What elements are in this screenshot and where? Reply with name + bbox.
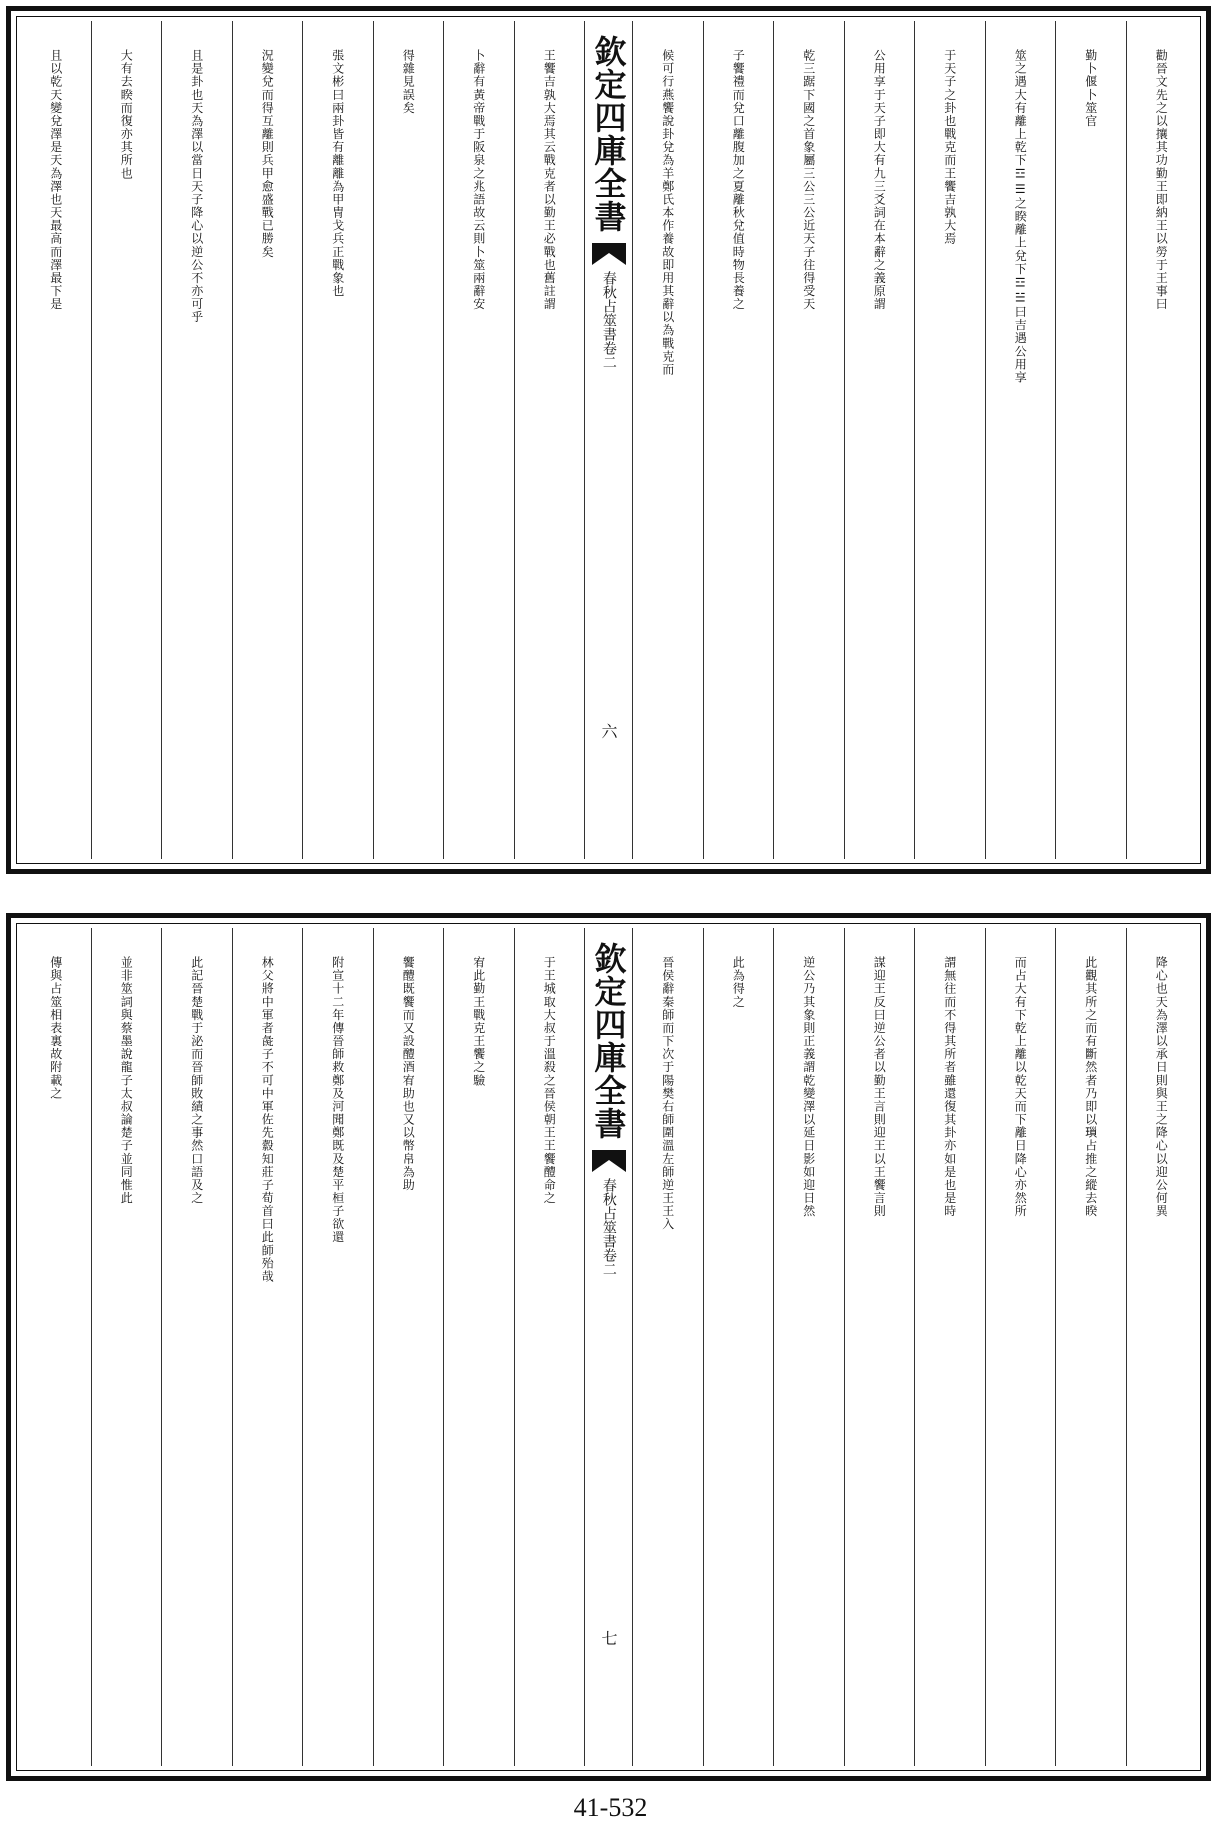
column-text: 況變兌而得互離則兵甲愈盛戰已勝矣 <box>260 49 275 259</box>
column-text: 且以乾天變兌澤是天為澤也天最高而澤最下是 <box>48 49 63 311</box>
column-text: 候可行燕饗說卦兌為羊鄭氏本作養故即用其辭以為戰克而 <box>660 49 675 376</box>
text-column <box>844 21 915 859</box>
page-gutter <box>584 928 632 1766</box>
column-text: 子饗禮而兌口離腹加之夏離秋兌值時物長養之 <box>731 49 746 311</box>
column-text: 公用享于天子即大有九三爻詞在本辭之義原謂 <box>872 49 887 311</box>
text-column <box>232 928 303 1766</box>
column-text: 謀迎王反曰逆公者以勤王言則迎王以王饗言則 <box>872 956 887 1218</box>
gutter-volume: 卷二 <box>600 341 617 369</box>
column-text: 而占大有下乾上離以乾天而下離日降心亦然所 <box>1013 956 1028 1218</box>
page-gutter <box>584 21 632 859</box>
column-text: 逆公乃其象則正義謂乾變澤以延日影如迎日然 <box>801 956 816 1218</box>
column-text: 勤卜偃卜筮官 <box>1083 49 1098 128</box>
column-text: 此為得之 <box>731 956 746 1009</box>
gutter-title: 欽定四庫全書 <box>589 35 628 233</box>
gutter-book-title: 春秋占筮書 <box>600 271 617 341</box>
column-text: 勸晉文先之以攘其功勤王即納王以勞于王事曰 <box>1154 49 1169 311</box>
text-column <box>1055 928 1126 1766</box>
text-column <box>514 928 585 1766</box>
text-column <box>703 21 774 859</box>
text-column <box>514 21 585 859</box>
text-column <box>1055 21 1126 859</box>
column-text: 並非筮詞與蔡墨說龍子太叔論楚子並同惟此 <box>119 956 134 1205</box>
text-column <box>914 21 985 859</box>
text-column <box>632 928 703 1766</box>
column-text: 饗醴既饗而又設醴酒宥助也又以幣帛為助 <box>401 956 416 1192</box>
gutter-book-title: 春秋占筮書 <box>600 1178 617 1248</box>
column-text: 筮之遇大有離上乾下☲☰之睽離上兌下☲☱曰吉遇公用享 <box>1013 49 1028 384</box>
column-text: 張文彬曰兩卦皆有離離為甲冑戈兵正戰象也 <box>330 49 345 298</box>
top-page-columns <box>21 21 1196 859</box>
column-text: 林父將中軍者彘子不可中軍佐先縠知莊子荀首曰此師殆哉 <box>260 956 275 1283</box>
gutter-title: 欽定四庫全書 <box>589 942 628 1140</box>
text-column <box>21 928 91 1766</box>
text-column <box>773 21 844 859</box>
column-text: 于天子之卦也戰克而王饗吉孰大焉 <box>942 49 957 246</box>
text-column <box>773 928 844 1766</box>
column-text: 此觀其所之而有斷然者乃即以𤨏占推之縱去睽 <box>1083 956 1098 1218</box>
gutter-page-number: 七 <box>599 1630 618 1646</box>
text-column <box>373 928 444 1766</box>
bottom-page-frame <box>6 913 1211 1781</box>
gutter-volume: 卷二 <box>600 1248 617 1276</box>
text-column <box>91 21 162 859</box>
column-text: 乾三踞下國之首象屬三公三公近天子往得受天 <box>801 49 816 311</box>
text-column <box>21 21 91 859</box>
text-column <box>373 21 444 859</box>
gutter-page-number: 六 <box>599 723 618 739</box>
text-column <box>302 928 373 1766</box>
column-text: 謂無往而不得其所者雖還復其卦亦如是也是時 <box>942 956 957 1218</box>
column-text: 大有去睽而復亦其所也 <box>119 49 134 180</box>
text-column <box>443 928 514 1766</box>
bottom-page-columns <box>21 928 1196 1766</box>
fish-tail-mark-icon <box>592 1150 626 1172</box>
text-column <box>985 21 1056 859</box>
text-column <box>302 21 373 859</box>
text-column <box>632 21 703 859</box>
volume-page-footer: 41-532 <box>573 1793 648 1822</box>
column-text: 王饗吉孰大焉其云戰克者以勤王必戰也舊註謂 <box>542 49 557 311</box>
text-column <box>844 928 915 1766</box>
column-text: 且是卦也天為澤以當日天子降心以逆公不亦可乎 <box>189 49 204 324</box>
column-text: 于王城取大叔于溫殺之晉侯朝王王饗醴命之 <box>542 956 557 1205</box>
text-column <box>1126 21 1197 859</box>
text-column <box>161 21 232 859</box>
fish-tail-mark-icon <box>592 243 626 265</box>
column-text: 得雜見誤矣 <box>401 49 416 115</box>
text-column <box>91 928 162 1766</box>
text-column <box>232 21 303 859</box>
column-text: 傳與占筮相表裏故附載之 <box>48 956 63 1100</box>
column-text: 卜辭有黃帝戰于阪泉之兆語故云則卜筮兩辭安 <box>471 49 486 311</box>
text-column <box>161 928 232 1766</box>
text-column <box>443 21 514 859</box>
column-text: 此記晉楚戰于泌而晉師敗績之事然口語及之 <box>189 956 204 1205</box>
column-text: 降心也天為澤以承日則與王之降心以迎公何異 <box>1154 956 1169 1218</box>
column-text: 晉侯辭秦師而下次于陽樊右師圍溫左師逆王王入 <box>660 956 675 1231</box>
text-column <box>914 928 985 1766</box>
column-text: 宥此勤王戰克王饗之驗 <box>471 956 486 1087</box>
text-column <box>1126 928 1197 1766</box>
column-text: 附宣十二年傳晉師救鄭及河聞鄭既及楚平桓子欲還 <box>330 956 345 1244</box>
text-column <box>985 928 1056 1766</box>
top-page-frame <box>6 6 1211 874</box>
text-column <box>703 928 774 1766</box>
